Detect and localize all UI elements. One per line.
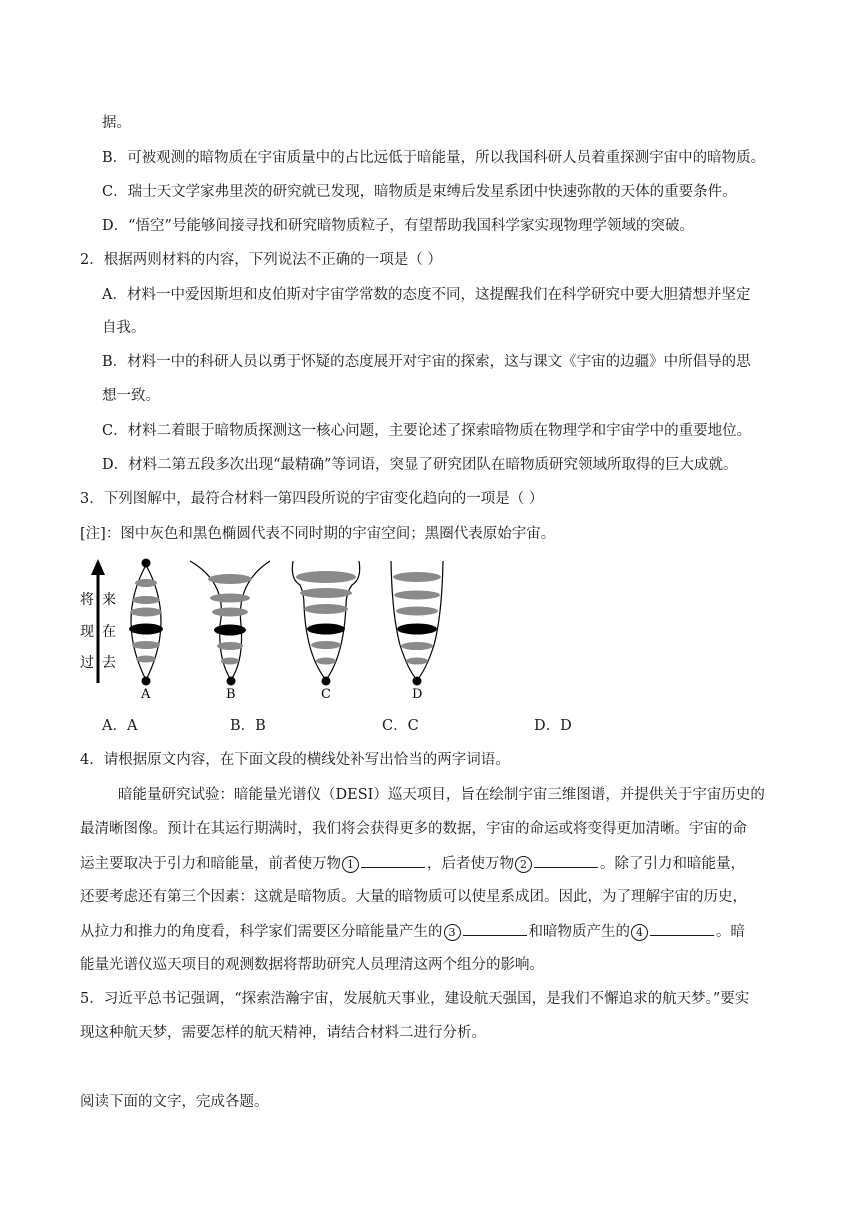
q2-stem: 2．根据两则材料的内容，下列说法不正确的一项是（ ） [80, 252, 442, 268]
axis-left-2: 现 [80, 624, 94, 640]
axis-right-2: 在 [102, 624, 116, 640]
q4-passage-line5 [80, 921, 745, 942]
q3-stem: 3．下列图解中，最符合材料一第四段所说的宇宙变化趋向的一项是（ ） [80, 491, 544, 507]
answer-blank-1[interactable] [361, 853, 425, 868]
answer-blank-2[interactable] [534, 853, 598, 868]
axis-right-1: 来 [102, 592, 116, 608]
q2-option-b-line2: 想一致。 [102, 388, 160, 404]
q2-option-b-line1: B．材料一中的科研人员以勇于怀疑的态度展开对宇宙的探索，这与课文《宇宙的边疆》中所倡导的思 [102, 354, 751, 370]
q3-option-c: C．C [382, 718, 419, 734]
q2-option-a-line2: 自我。 [102, 320, 146, 336]
q4-passage-line3 [80, 853, 745, 874]
q4-text-5a: 从拉力和推力的角度看，科学家们需要区分暗能量产生的 [80, 924, 443, 940]
q4-text-3c: 。除了引力和暗能量， [600, 856, 745, 872]
q4-passage-line6: 能量光谱仪巡天项目的观测数据将帮助研究人员理清这两个组分的影响。 [80, 957, 544, 973]
universe-diagram [78, 555, 458, 704]
q4-text-3a: 运主要取决于引力和暗能量，前者使万物 [80, 856, 341, 872]
axis-left-1: 将 [80, 592, 94, 608]
blank-marker-4: 4 [631, 924, 648, 941]
q4-stem: 4．请根据原文内容，在下面文段的横线处补写出恰当的两字词语。 [80, 752, 510, 768]
figure-a [129, 559, 163, 701]
axis-left-3: 过 [80, 655, 94, 671]
blank-marker-3: 3 [444, 924, 461, 941]
q1-option-d: D．“悟空”号能够间接寻找和研究暗物质粒子，有望帮助我国科学家实现物理学领域的突破。 [102, 218, 694, 234]
figure-label-b: B [226, 687, 236, 700]
q4-text-5c: 。暗 [716, 924, 745, 940]
q4-text-3b: ，后者使万物 [427, 856, 514, 872]
q1-option-b: B．可被观测的暗物质在宇宙质量中的占比远低于暗能量，所以我国科研人员着重探测宇宙中的暗物质。 [102, 150, 766, 166]
q5-line1: 5．习近平总书记强调，“探索浩瀚宇宙，发展航天事业，建设航天强国，是我们不懈追求的航天梦。”要实 [80, 991, 750, 1007]
q1-tail: 据。 [102, 115, 131, 131]
figure-label-c: C [321, 687, 331, 700]
figure-label-d: D [412, 687, 423, 700]
q5-line2: 现这种航天梦，需要怎样的航天精神，请结合材料二进行分析。 [80, 1025, 486, 1041]
figure-c [292, 561, 359, 700]
q4-passage-line4: 还要考虑还有第三个因素：这就是暗物质。大量的暗物质可以使星系成团。因此，为了理解宇宙的历史， [80, 889, 747, 905]
q3-option-b: B．B [230, 718, 266, 734]
figure-d [391, 561, 443, 700]
figure-label-a: A [141, 687, 151, 700]
answer-blank-4[interactable] [650, 921, 714, 936]
answer-blank-3[interactable] [463, 921, 527, 936]
axis-right-3: 去 [102, 655, 116, 671]
q3-option-d: D．D [534, 718, 572, 734]
q4-passage-line1: 暗能量研究试验：暗能量光谱仪（DESI）巡天项目，旨在绘制宇宙三维图谱，并提供关于宇宙历史的 [118, 787, 765, 803]
q4-passage-line2: 最清晰图像。预计在其运行期满时，我们将会获得更多的数据，宇宙的命运或将变得更加清晰。宇宙的命 [80, 821, 747, 837]
q1-option-c: C．瑞士天文学家弗里茨的研究就已发现，暗物质是束缚后发星系团中快速弥散的天体的重要条件。 [102, 184, 737, 200]
q2-option-c: C．材料二着眼于暗物质探测这一核心问题，主要论述了探索暗物质在物理学和宇宙学中的重要地位。 [102, 423, 752, 439]
q3-option-a: A．A [102, 718, 138, 734]
blank-marker-1: 1 [342, 856, 359, 873]
q2-option-a-line1: A．材料一中爱因斯坦和皮伯斯对宇宙学常数的态度不同，这提醒我们在科学研究中要大胆猜想并坚定 [102, 287, 751, 303]
section-instruction: 阅读下面的文字，完成各题。 [80, 1094, 269, 1110]
q2-option-d: D．材料二第五段多次出现“最精确”等词语，突显了研究团队在暗物质研究领域所取得的巨大成就。 [102, 457, 738, 473]
figure-b [190, 561, 270, 700]
q4-text-5b: 和暗物质产生的 [528, 924, 630, 940]
blank-marker-2: 2 [515, 856, 532, 873]
q3-note: [注]：图中灰色和黑色椭圆代表不同时期的宇宙空间；黑圈代表原始宇宙。 [80, 526, 556, 542]
time-arrow-head [91, 559, 105, 575]
